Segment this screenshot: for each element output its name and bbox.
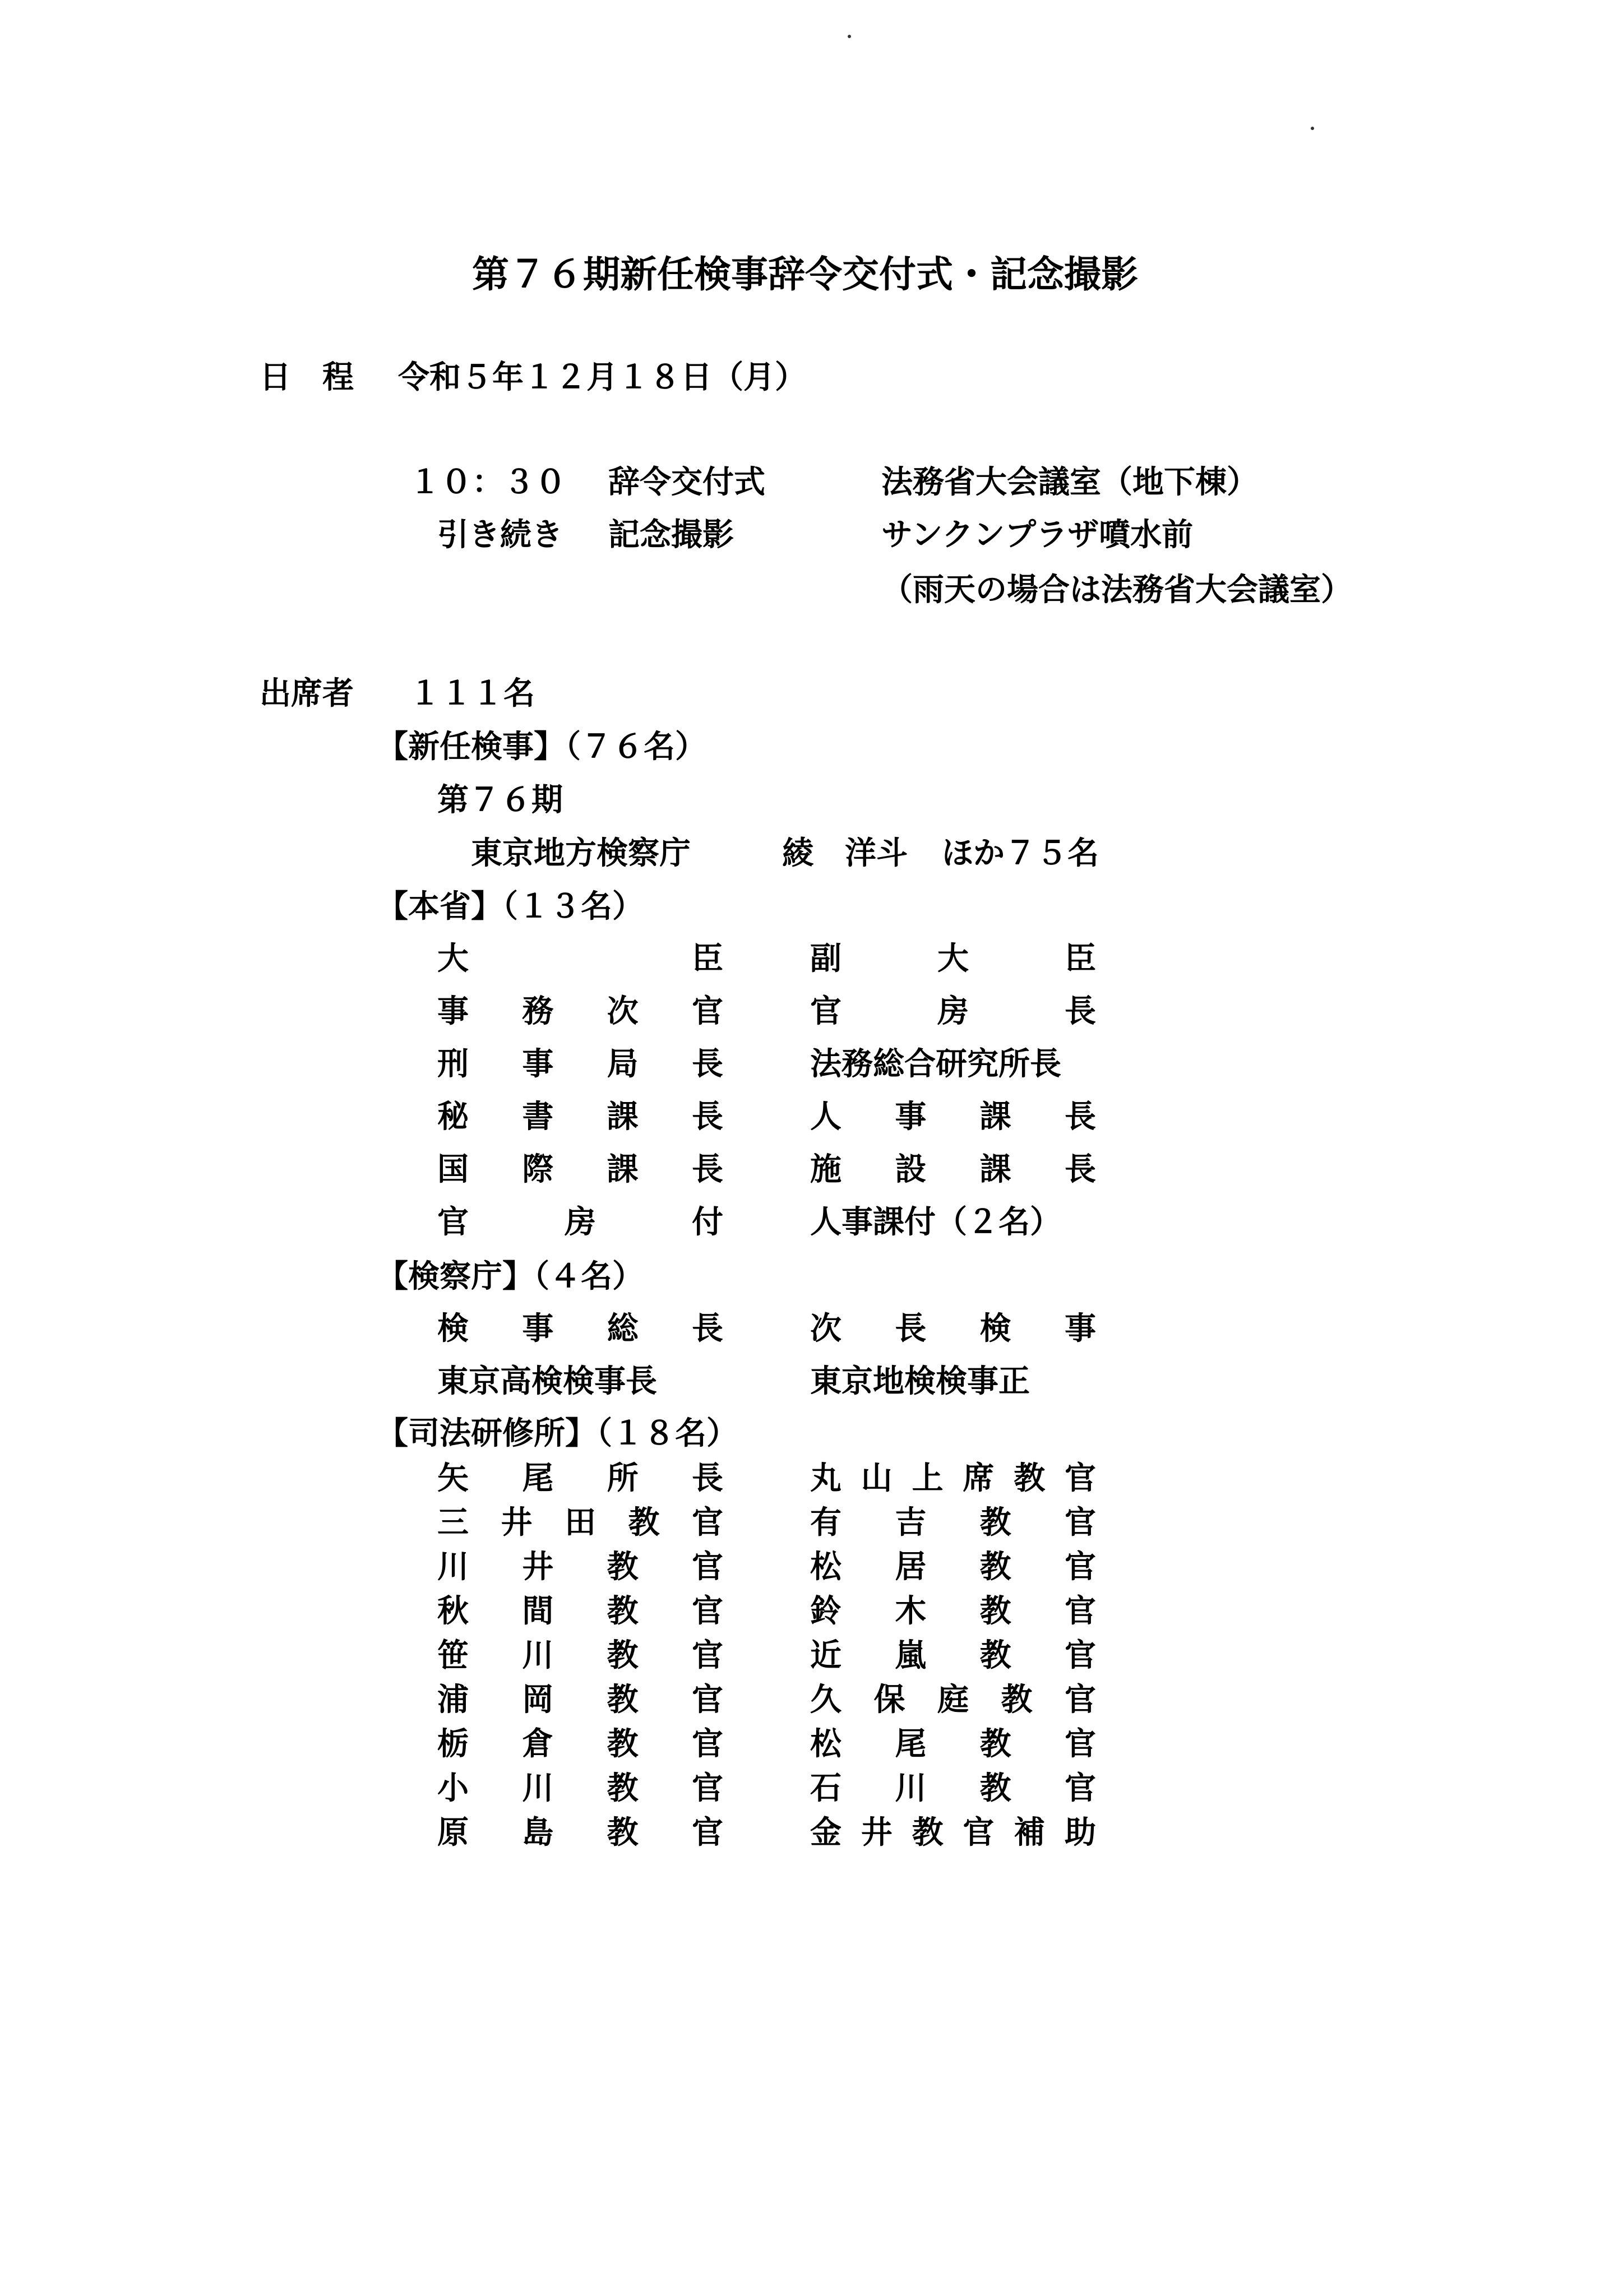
list-item: 近 嵐 教 官 bbox=[810, 1637, 1096, 1674]
list-item: 石 川 教 官 bbox=[810, 1770, 1096, 1807]
list-item: 小 川 教 官 bbox=[437, 1770, 723, 1807]
representative-name: 綾 洋斗 bbox=[782, 835, 908, 872]
list-item: 人 事 課 長 bbox=[810, 1099, 1096, 1135]
list-item: 次 長 検 事 bbox=[810, 1311, 1096, 1347]
list-item: 有 吉 教 官 bbox=[810, 1505, 1096, 1541]
list-item: 鈴 木 教 官 bbox=[810, 1593, 1096, 1630]
list-item: 笹 川 教 官 bbox=[437, 1637, 723, 1674]
list-item: 事 務 次 官 bbox=[437, 993, 723, 1030]
schedule-date: 令和５年１２月１８日（月） bbox=[398, 359, 806, 396]
list-item: 三 井 田 教 官 bbox=[437, 1505, 723, 1541]
schedule-event: 辞令交付式 bbox=[608, 464, 765, 501]
page-title: 第７６期新任検事辞令交付式・記念撮影 bbox=[472, 253, 1138, 296]
schedule-label: 日 程 bbox=[260, 359, 354, 396]
section-header-prosecutors-office: 【検察庁】（４名） bbox=[377, 1258, 644, 1295]
section-header-ministry: 【本省】（１３名） bbox=[377, 888, 644, 925]
list-item: 松 居 教 官 bbox=[810, 1549, 1096, 1585]
office-name: 東京地方検察庁 bbox=[471, 835, 691, 872]
schedule-time: １０：３０ bbox=[409, 464, 566, 501]
list-item: 矢 尾 所 長 bbox=[437, 1460, 723, 1497]
list-item: 久 保 庭 教 官 bbox=[810, 1682, 1096, 1718]
list-item: 施 設 課 長 bbox=[810, 1151, 1096, 1188]
list-item: 松 尾 教 官 bbox=[810, 1726, 1096, 1762]
list-item: 法務総合研究所長 bbox=[810, 1046, 1061, 1082]
list-item: 副 大 臣 bbox=[810, 941, 1096, 977]
list-item: 刑 事 局 長 bbox=[437, 1046, 723, 1082]
list-item: 丸 山 上 席 教 官 bbox=[810, 1460, 1096, 1497]
list-item: 東京地検検事正 bbox=[810, 1363, 1030, 1400]
list-item: 川 井 教 官 bbox=[437, 1549, 723, 1585]
schedule-place: サンクンプラザ噴水前 bbox=[881, 517, 1194, 553]
section-header-new-prosecutors: 【新任検事】（７６名） bbox=[377, 729, 706, 765]
schedule-place: 法務省大会議室（地下棟） bbox=[881, 464, 1258, 501]
attendees-total: １１１名 bbox=[409, 675, 535, 712]
list-item: 大 臣 bbox=[437, 941, 723, 977]
scan-speck bbox=[1311, 127, 1314, 130]
list-item: 官 房 長 bbox=[810, 993, 1096, 1030]
rain-note: （雨天の場合は法務省大会議室） bbox=[881, 572, 1352, 608]
schedule-event: 記念撮影 bbox=[608, 517, 734, 553]
list-item: 浦 岡 教 官 bbox=[437, 1682, 723, 1718]
list-item: 官 房 付 bbox=[437, 1204, 723, 1240]
section-header-training-institute: 【司法研修所】（１８名） bbox=[377, 1415, 738, 1452]
list-item: 人事課付（２名） bbox=[810, 1204, 1061, 1240]
scan-speck bbox=[848, 35, 851, 38]
list-item: 秋 間 教 官 bbox=[437, 1593, 723, 1630]
list-item: 秘 書 課 長 bbox=[437, 1099, 723, 1135]
schedule-time: 引き続き bbox=[437, 517, 563, 553]
list-item: 国 際 課 長 bbox=[437, 1151, 723, 1188]
attendees-label: 出席者 bbox=[260, 675, 354, 712]
term-label: 第７６期 bbox=[437, 782, 563, 818]
list-item: 東京高検検事長 bbox=[437, 1363, 657, 1400]
others-count: ほか７５名 bbox=[942, 835, 1099, 872]
list-item: 金 井 教 官 補 助 bbox=[810, 1814, 1096, 1851]
list-item: 検 事 総 長 bbox=[437, 1311, 723, 1347]
list-item: 栃 倉 教 官 bbox=[437, 1726, 723, 1762]
list-item: 原 島 教 官 bbox=[437, 1814, 723, 1851]
